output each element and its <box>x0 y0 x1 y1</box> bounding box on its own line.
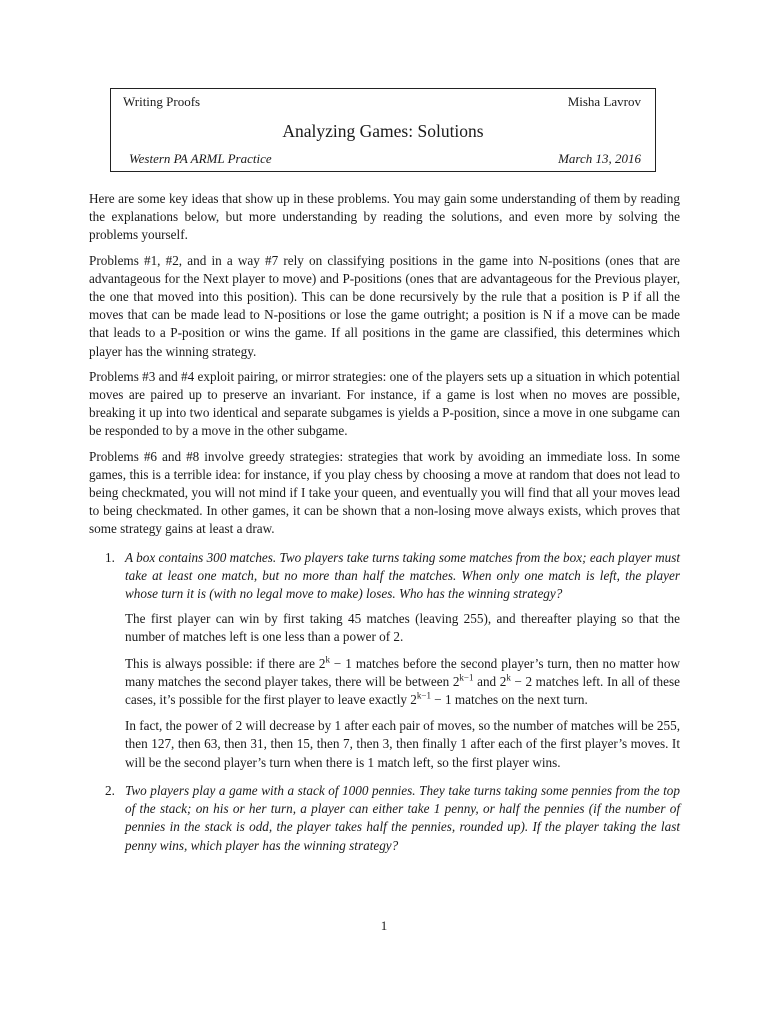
author-name: Misha Lavrov <box>567 94 641 109</box>
solution-text: − 1 matches on the next turn. <box>430 692 588 708</box>
exponent: k−1 <box>459 672 474 683</box>
page-number: 1 <box>380 918 388 933</box>
problem-item <box>89 782 680 855</box>
solution-paragraph <box>125 655 680 710</box>
solution-paragraph: The first player can win by first taking 45 matches (leaving 255), and thereafter playing so that the number of matches left is one less than a power of 2. <box>125 611 680 645</box>
intro-paragraph: Problems #1, #2, and in a way #7 rely on classifying positions in the game into N-positions (ones that are advantageous for the Next player to move) and P-positions (ones that are advantageous for the Previous player, the one that moved into this position). This can be done recursively by the rule that a position is P if all the moves that can be made lead to N-positions or lose the game outright; a position is N if a move can be made that leads to a P-position or wins the game. If all positions in the game are classified, this determines which player has the winning strategy. <box>89 252 680 359</box>
intro-paragraph: Problems #3 and #4 exploit pairing, or mirror strategies: one of the players sets up a situation in which potential moves are paired up to preserve an invariant. For instance, if a game is lost when no moves are possible, breaking it up into two identical and separate subgames is yields a P-position, since a move in one subgame can be responded to by a move in the other subgame. <box>89 368 680 439</box>
problem-statement: A box contains 300 matches. Two players take turns taking some matches from the box; each player must take at least one match, but no more than half the matches. When only one match is left, the player whose turn it is (with no legal move to make) loses. Who has the winning strategy? <box>125 549 680 602</box>
document-body <box>89 190 680 862</box>
solution-text: This is always possible: if there are 2 <box>125 655 326 671</box>
solution-text: − 2 matches left. In all of these cases, it’s possible for the first player to leave exactly 2 <box>125 673 680 708</box>
exponent: k <box>506 672 511 683</box>
document-title: Analyzing Games: Solutions <box>282 121 484 141</box>
solution-text: and 2 <box>473 673 507 689</box>
exponent: k−1 <box>416 690 431 701</box>
exponent: k <box>325 654 330 665</box>
solution-paragraph: In fact, the power of 2 will decrease by 1 after each pair of moves, so the number of matches will be 255, then 127, then 63, then 31, then 15, then 7, then 3, then finally 1 after each of the first player’s moves. It will be the second player’s turn when there is 1 match left, so the first player wins. <box>125 718 680 770</box>
venue: Western PA ARML Practice <box>129 151 272 166</box>
problem-number: 2. <box>105 782 115 798</box>
course-name: Writing Proofs <box>123 94 201 109</box>
date: March 13, 2016 <box>558 151 641 166</box>
intro-paragraph: Problems #6 and #8 involve greedy strategies: strategies that work by avoiding an immediate loss. In some games, this is a terrible idea: for instance, if you play chess by choosing a move at random that does not lead to being checkmated, you will not mind if I take your queen, and eventually you will find that all your moves lead to being checkmated. In other games, it can be shown that a non-losing move always exists, which proves that some strategy gains at least a draw. <box>89 448 680 537</box>
intro-paragraph: Here are some key ideas that show up in these problems. You may gain some understanding of them by reading the explanations below, but more understanding by reading the solutions, and even more by solving the problems yourself. <box>89 191 680 243</box>
header-box <box>110 88 656 172</box>
problem-statement: Two players play a game with a stack of 1000 pennies. They take turns taking some pennies from the top of the stack; on his or her turn, a player can either take 1 penny, or half the pennies (if the number of pennies in the stack is odd, the player takes half the pennies, rounded up). If the player taking the last penny wins, which player has the winning strategy? <box>125 782 680 853</box>
solution-text: − 1 matches before the second player’s turn, then no matter how many matches the second player takes, there will be between 2 <box>125 655 680 689</box>
problem-number: 1. <box>105 549 115 565</box>
problem-item <box>89 549 680 772</box>
